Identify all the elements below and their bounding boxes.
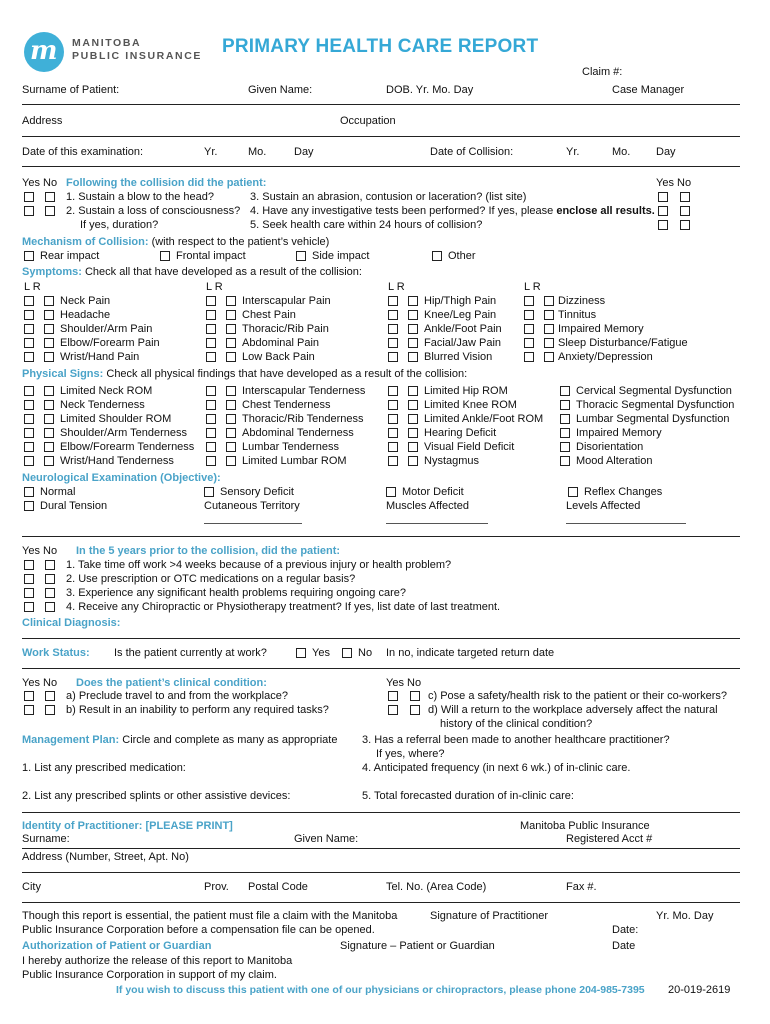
neuro-heading: Neurological Examination (Objective):	[22, 472, 221, 484]
finding-left-checkbox[interactable]	[24, 386, 34, 396]
symptom-left-checkbox[interactable]	[524, 324, 534, 334]
symptom-label: Hip/Thigh Pain	[424, 295, 497, 307]
collision-mo: Mo.	[612, 146, 631, 158]
prior-no-checkbox[interactable]	[45, 560, 55, 570]
symptom-left-checkbox[interactable]	[388, 310, 398, 320]
condition-yes-no-2: Yes No	[386, 677, 422, 689]
registered-acct-label: Registered Acct #	[566, 833, 653, 845]
finding-left-checkbox[interactable]	[24, 442, 34, 452]
q2-yes-checkbox[interactable]	[24, 206, 34, 216]
given-name-label: Given Name:	[248, 84, 313, 96]
finding-label: Disorientation	[576, 441, 644, 453]
symptom-label: Neck Pain	[60, 295, 111, 307]
prior-yes-checkbox[interactable]	[24, 574, 34, 584]
finding-right-checkbox[interactable]	[44, 414, 54, 424]
divider	[22, 872, 740, 873]
authorization-heading: Authorization of Patient or Guardian	[22, 940, 212, 952]
symptom-left-checkbox[interactable]	[388, 338, 398, 348]
cond-b-label: b) Result in an inability to perform any required tasks?	[66, 704, 329, 716]
date-label-2: Date	[612, 940, 636, 952]
mgmt-item-2: 2. List any prescribed splints or other assistive devices:	[22, 790, 291, 802]
symptom-left-checkbox[interactable]	[24, 352, 34, 362]
note-line-2: Public Insurance Corporation before a compensation file can be opened.	[22, 924, 375, 936]
finding-label: Chest Tenderness	[242, 399, 331, 411]
symptom-right-checkbox[interactable]	[408, 352, 418, 362]
reflex-changes-checkbox[interactable]	[568, 487, 578, 497]
cond-b-yes-checkbox[interactable]	[24, 705, 34, 715]
exam-date-label: Date of this examination:	[22, 146, 144, 158]
finding-label: Visual Field Deficit	[424, 441, 515, 453]
normal-checkbox[interactable]	[24, 487, 34, 497]
dural-tension-checkbox[interactable]	[24, 501, 34, 511]
sensory-deficit-label: Sensory Deficit	[220, 486, 294, 498]
finding-label: Lumbar Tenderness	[242, 441, 340, 453]
work-question: Is the patient currently at work?	[114, 647, 267, 659]
finding-label: Limited Hip ROM	[424, 385, 508, 397]
symptom-label: Thoracic/Rib Pain	[242, 323, 329, 335]
finding-label: Limited Shoulder ROM	[60, 413, 172, 425]
pract-surname-label: Surname:	[22, 833, 70, 845]
prior-no-checkbox[interactable]	[45, 574, 55, 584]
symptom-right-checkbox[interactable]	[44, 324, 54, 334]
finding-label: Mood Alteration	[576, 455, 653, 467]
mgmt-row: Management Plan: Circle and complete as many as appropriate	[22, 734, 338, 746]
symptom-left-checkbox[interactable]	[24, 324, 34, 334]
practitioner-signature-label: Signature of Practitioner	[430, 910, 549, 922]
symptom-left-checkbox[interactable]	[206, 324, 216, 334]
symptom-right-checkbox[interactable]	[408, 310, 418, 320]
finding-label: Impaired Memory	[576, 427, 662, 439]
finding-left-checkbox[interactable]	[206, 400, 216, 410]
finding-right-checkbox[interactable]	[226, 414, 236, 424]
finding-checkbox[interactable]	[560, 428, 570, 438]
finding-left-checkbox[interactable]	[206, 428, 216, 438]
finding-left-checkbox[interactable]	[388, 442, 398, 452]
symptom-left-checkbox[interactable]	[206, 352, 216, 362]
finding-right-checkbox[interactable]	[226, 442, 236, 452]
finding-right-checkbox[interactable]	[226, 456, 236, 466]
mgmt-item-3b: If yes, where?	[376, 748, 445, 760]
finding-right-checkbox[interactable]	[408, 386, 418, 396]
finding-checkbox[interactable]	[560, 400, 570, 410]
work-no-checkbox[interactable]	[342, 648, 352, 658]
work-yes-checkbox[interactable]	[296, 648, 306, 658]
symptom-label: Ankle/Foot Pain	[424, 323, 502, 335]
prior-yes-no: Yes No	[22, 545, 58, 557]
mpi-label: Manitoba Public Insurance	[520, 820, 650, 832]
q1-yes-checkbox[interactable]	[24, 192, 34, 202]
symptom-right-checkbox[interactable]	[44, 352, 54, 362]
symptom-left-checkbox[interactable]	[388, 324, 398, 334]
other-impact-checkbox[interactable]	[432, 251, 442, 261]
rear-impact-checkbox[interactable]	[24, 251, 34, 261]
work-no-label: No	[358, 647, 373, 659]
symptom-right-checkbox[interactable]	[408, 296, 418, 306]
finding-label: Cervical Segmental Dysfunction	[576, 385, 732, 397]
mgmt-item-1: 1. List any prescribed medication:	[22, 762, 186, 774]
q4-label: 4. Have any investigative tests been performed? If yes, please enclose all results.	[250, 205, 655, 217]
q2-label: 2. Sustain a loss of consciousness?	[66, 205, 241, 217]
collision-heading: Following the collision did the patient:	[66, 177, 267, 189]
finding-right-checkbox[interactable]	[408, 442, 418, 452]
finding-label: Neck Tenderness	[60, 399, 145, 411]
finding-left-checkbox[interactable]	[24, 456, 34, 466]
muscles-label: Muscles Affected	[386, 500, 469, 512]
symptom-right-checkbox[interactable]	[544, 296, 554, 306]
cond-d-label: d) Will a return to the workplace adversely affect the natural	[428, 704, 718, 716]
symptom-right-checkbox[interactable]	[226, 296, 236, 306]
symptom-right-checkbox[interactable]	[44, 338, 54, 348]
symptoms-row: Symptoms: Check all that have developed as a result of the collision:	[22, 266, 362, 278]
q3-yes-checkbox[interactable]	[658, 192, 668, 202]
finding-label: Nystagmus	[424, 455, 480, 467]
ymd-label: Yr. Mo. Day	[656, 910, 714, 922]
finding-right-checkbox[interactable]	[44, 456, 54, 466]
divider	[22, 812, 740, 813]
side-impact-label: Side impact	[312, 250, 370, 262]
symptom-right-checkbox[interactable]	[44, 296, 54, 306]
mgmt-item-5: 5. Total forecasted duration of in-clinic care:	[362, 790, 574, 802]
contact-line: If you wish to discuss this patient with one of our physicians or chiropractors, please phone 204-985-7395	[116, 984, 645, 996]
motor-deficit-checkbox[interactable]	[386, 487, 396, 497]
sensory-deficit-checkbox[interactable]	[204, 487, 214, 497]
finding-left-checkbox[interactable]	[206, 456, 216, 466]
pract-given-label: Given Name:	[294, 833, 359, 845]
dural-tension-label: Dural Tension	[40, 500, 108, 512]
levels-line[interactable]	[566, 523, 686, 524]
exam-day: Day	[294, 146, 314, 158]
practitioner-heading: Identity of Practitioner: [PLEASE PRINT]	[22, 820, 233, 832]
prior-item-label: 4. Receive any Chiropractic or Physiotherapy treatment? If yes, list date of last treatment.	[66, 601, 501, 613]
symptom-left-checkbox[interactable]	[388, 352, 398, 362]
symptom-right-checkbox[interactable]	[226, 352, 236, 362]
mpi-logo: m	[24, 32, 64, 72]
surname-label: Surname of Patient:	[22, 84, 120, 96]
tel-label: Tel. No. (Area Code)	[386, 881, 487, 893]
prior-no-checkbox[interactable]	[45, 588, 55, 598]
q3-label: 3. Sustain an abrasion, contusion or laceration? (list site)	[250, 191, 527, 203]
date-label-1: Date:	[612, 924, 639, 936]
divider	[22, 848, 740, 849]
q5-label: 5. Seek health care within 24 hours of collision?	[250, 219, 483, 231]
symptom-right-checkbox[interactable]	[226, 324, 236, 334]
mechanism-row: Mechanism of Collision: (with respect to the patient’s vehicle)	[22, 236, 330, 248]
prior-yes-checkbox[interactable]	[24, 602, 34, 612]
frontal-impact-checkbox[interactable]	[160, 251, 170, 261]
finding-checkbox[interactable]	[560, 456, 570, 466]
finding-left-checkbox[interactable]	[206, 442, 216, 452]
work-status-label: Work Status:	[22, 647, 90, 659]
cond-a-yes-checkbox[interactable]	[24, 691, 34, 701]
symptom-label: Shoulder/Arm Pain	[60, 323, 153, 335]
symptom-right-checkbox[interactable]	[44, 310, 54, 320]
finding-left-checkbox[interactable]	[24, 428, 34, 438]
cond-c-label: c) Pose a safety/health risk to the patient or their co-workers?	[428, 690, 727, 702]
patient-signature-label: Signature – Patient or Guardian	[340, 940, 495, 952]
symptom-label: Headache	[60, 309, 111, 321]
finding-label: Limited Knee ROM	[424, 399, 517, 411]
clinical-diagnosis-label: Clinical Diagnosis:	[22, 617, 121, 629]
cutaneous-line[interactable]	[204, 523, 302, 524]
prior-heading: In the 5 years prior to the collision, did the patient:	[76, 545, 341, 557]
exam-yr: Yr.	[204, 146, 218, 158]
muscles-line[interactable]	[386, 523, 488, 524]
frontal-impact-label: Frontal impact	[176, 250, 246, 262]
note-line-1: Though this report is essential, the patient must file a claim with the Manitoba	[22, 910, 398, 922]
rear-impact-label: Rear impact	[40, 250, 100, 262]
collision-yr: Yr.	[566, 146, 580, 158]
prior-yes-checkbox[interactable]	[24, 588, 34, 598]
finding-label: Abdominal Tenderness	[242, 427, 354, 439]
work-yes-label: Yes	[312, 647, 330, 659]
finding-checkbox[interactable]	[560, 442, 570, 452]
finding-right-checkbox[interactable]	[44, 428, 54, 438]
finding-left-checkbox[interactable]	[206, 386, 216, 396]
finding-right-checkbox[interactable]	[44, 386, 54, 396]
dob-label: DOB. Yr. Mo. Day	[386, 84, 474, 96]
prior-yes-checkbox[interactable]	[24, 560, 34, 570]
finding-right-checkbox[interactable]	[408, 414, 418, 424]
finding-left-checkbox[interactable]	[24, 414, 34, 424]
finding-right-checkbox[interactable]	[408, 456, 418, 466]
finding-right-checkbox[interactable]	[408, 428, 418, 438]
symptom-label: Anxiety/Depression	[558, 351, 653, 363]
yes-no-header: Yes No	[22, 177, 58, 189]
physical-row: Physical Signs: Check all physical findings that have developed as a result of the collision:	[22, 368, 468, 380]
symptom-label: Impaired Memory	[558, 323, 644, 335]
finding-left-checkbox[interactable]	[24, 400, 34, 410]
exam-mo: Mo.	[248, 146, 267, 158]
finding-left-checkbox[interactable]	[388, 400, 398, 410]
finding-checkbox[interactable]	[560, 414, 570, 424]
q2-no-checkbox[interactable]	[45, 206, 55, 216]
collision-date-label: Date of Collision:	[430, 146, 514, 158]
levels-label: Levels Affected	[566, 500, 641, 512]
finding-right-checkbox[interactable]	[408, 400, 418, 410]
cond-d-yes-checkbox[interactable]	[388, 705, 398, 715]
symptom-label: Blurred Vision	[424, 351, 493, 363]
prior-no-checkbox[interactable]	[45, 602, 55, 612]
symptom-left-checkbox[interactable]	[206, 296, 216, 306]
finding-label: Lumbar Segmental Dysfunction	[576, 413, 730, 425]
condition-yes-no: Yes No	[22, 677, 58, 689]
side-impact-checkbox[interactable]	[296, 251, 306, 261]
q5-yes-checkbox[interactable]	[658, 220, 668, 230]
finding-label: Thoracic/Rib Tenderness	[242, 413, 364, 425]
lr-header: L R	[206, 281, 223, 293]
condition-heading: Does the patient’s clinical condition:	[76, 677, 267, 689]
symptom-left-checkbox[interactable]	[524, 338, 534, 348]
divider	[22, 136, 740, 137]
symptom-label: Chest Pain	[242, 309, 296, 321]
mgmt-item-4: 4. Anticipated frequency (in next 6 wk.) of in-clinic care.	[362, 762, 631, 774]
cond-d-label-2: history of the clinical condition?	[440, 718, 593, 730]
prior-item-label: 1. Take time off work >4 weeks because of a previous injury or health problem?	[66, 559, 452, 571]
symptom-left-checkbox[interactable]	[524, 296, 534, 306]
finding-label: Interscapular Tenderness	[242, 385, 366, 397]
cond-c-yes-checkbox[interactable]	[388, 691, 398, 701]
symptom-left-checkbox[interactable]	[524, 310, 534, 320]
normal-label: Normal	[40, 486, 76, 498]
other-impact-label: Other	[448, 250, 476, 262]
divider	[22, 166, 740, 167]
finding-right-checkbox[interactable]	[226, 386, 236, 396]
finding-left-checkbox[interactable]	[388, 386, 398, 396]
q4-no-checkbox[interactable]	[680, 206, 690, 216]
mgmt-item-3: 3. Has a referral been made to another healthcare practitioner?	[362, 734, 670, 746]
pract-address-label: Address (Number, Street, Apt. No)	[22, 851, 189, 863]
q5-no-checkbox[interactable]	[680, 220, 690, 230]
occupation-label: Occupation	[340, 115, 396, 127]
symptom-left-checkbox[interactable]	[24, 338, 34, 348]
symptom-label: Facial/Jaw Pain	[424, 337, 502, 349]
q1-label: 1. Sustain a blow to the head?	[66, 191, 214, 203]
finding-right-checkbox[interactable]	[44, 442, 54, 452]
q4-yes-checkbox[interactable]	[658, 206, 668, 216]
cond-b-no-checkbox[interactable]	[45, 705, 55, 715]
finding-label: Limited Lumbar ROM	[242, 455, 347, 467]
finding-label: Shoulder/Arm Tenderness	[60, 427, 187, 439]
symptom-label: Low Back Pain	[242, 351, 315, 363]
motor-deficit-label: Motor Deficit	[402, 486, 464, 498]
symptom-left-checkbox[interactable]	[388, 296, 398, 306]
symptom-label: Wrist/Hand Pain	[60, 351, 140, 363]
case-manager-label: Case Manager	[612, 84, 685, 96]
cond-c-no-checkbox[interactable]	[410, 691, 420, 701]
q1-no-checkbox[interactable]	[45, 192, 55, 202]
symptom-right-checkbox[interactable]	[226, 338, 236, 348]
q3-no-checkbox[interactable]	[680, 192, 690, 202]
prior-item-label: 3. Experience any significant health problems requiring ongoing care?	[66, 587, 406, 599]
finding-checkbox[interactable]	[560, 386, 570, 396]
cutaneous-label: Cutaneous Territory	[204, 500, 300, 512]
lr-header: L R	[24, 281, 41, 293]
divider	[22, 668, 740, 669]
finding-label: Elbow/Forearm Tenderness	[60, 441, 195, 453]
finding-label: Limited Neck ROM	[60, 385, 153, 397]
symptom-left-checkbox[interactable]	[206, 338, 216, 348]
lr-header: L R	[524, 281, 541, 293]
symptom-right-checkbox[interactable]	[226, 310, 236, 320]
symptom-right-checkbox[interactable]	[544, 338, 554, 348]
divider	[22, 902, 740, 903]
lr-header: L R	[388, 281, 405, 293]
page-title: PRIMARY HEALTH CARE REPORT	[222, 36, 539, 57]
symptom-right-checkbox[interactable]	[544, 324, 554, 334]
cond-d-no-checkbox[interactable]	[410, 705, 420, 715]
finding-label: Limited Ankle/Foot ROM	[424, 413, 544, 425]
symptom-label: Tinnitus	[558, 309, 597, 321]
finding-label: Wrist/Hand Tenderness	[60, 455, 174, 467]
finding-label: Thoracic Segmental Dysfunction	[576, 399, 735, 411]
finding-right-checkbox[interactable]	[44, 400, 54, 410]
finding-left-checkbox[interactable]	[388, 456, 398, 466]
symptom-right-checkbox[interactable]	[408, 338, 418, 348]
cond-a-label: a) Preclude travel to and from the workplace?	[66, 690, 288, 702]
symptom-right-checkbox[interactable]	[544, 352, 554, 362]
cond-a-no-checkbox[interactable]	[45, 691, 55, 701]
auth-line-1: I hereby authorize the release of this report to Manitoba	[22, 955, 293, 967]
prov-label: Prov.	[204, 881, 229, 893]
symptom-label: Dizziness	[558, 295, 606, 307]
divider	[22, 536, 740, 537]
auth-line-2: Public Insurance Corporation in support of my claim.	[22, 969, 277, 981]
symptom-label: Knee/Leg Pain	[424, 309, 497, 321]
q2-duration-label: If yes, duration?	[80, 219, 159, 231]
return-date-note: In no, indicate targeted return date	[386, 647, 555, 659]
symptom-right-checkbox[interactable]	[408, 324, 418, 334]
symptom-label: Interscapular Pain	[242, 295, 331, 307]
address-label: Address	[22, 115, 63, 127]
symptom-label: Sleep Disturbance/Fatigue	[558, 337, 688, 349]
symptom-label: Elbow/Forearm Pain	[60, 337, 160, 349]
yes-no-header-right: Yes No	[656, 177, 692, 189]
symptom-label: Abdominal Pain	[242, 337, 320, 349]
collision-day: Day	[656, 146, 676, 158]
postal-code-label: Postal Code	[248, 881, 308, 893]
brand-name: MANITOBA PUBLIC INSURANCE	[72, 37, 203, 62]
symptom-left-checkbox[interactable]	[206, 310, 216, 320]
finding-left-checkbox[interactable]	[206, 414, 216, 424]
finding-right-checkbox[interactable]	[226, 400, 236, 410]
symptom-left-checkbox[interactable]	[524, 352, 534, 362]
city-label: City	[22, 881, 41, 893]
finding-left-checkbox[interactable]	[388, 414, 398, 424]
finding-left-checkbox[interactable]	[388, 428, 398, 438]
divider	[22, 104, 740, 105]
divider	[22, 638, 740, 639]
prior-item-label: 2. Use prescription or OTC medications on a regular basis?	[66, 573, 356, 585]
finding-label: Hearing Deficit	[424, 427, 497, 439]
reflex-changes-label: Reflex Changes	[584, 486, 663, 498]
symptom-right-checkbox[interactable]	[544, 310, 554, 320]
symptom-left-checkbox[interactable]	[24, 296, 34, 306]
symptom-left-checkbox[interactable]	[24, 310, 34, 320]
form-number: 20-019-2619	[668, 984, 731, 996]
claim-label: Claim #:	[582, 66, 623, 78]
fax-label: Fax #.	[566, 881, 597, 893]
finding-right-checkbox[interactable]	[226, 428, 236, 438]
